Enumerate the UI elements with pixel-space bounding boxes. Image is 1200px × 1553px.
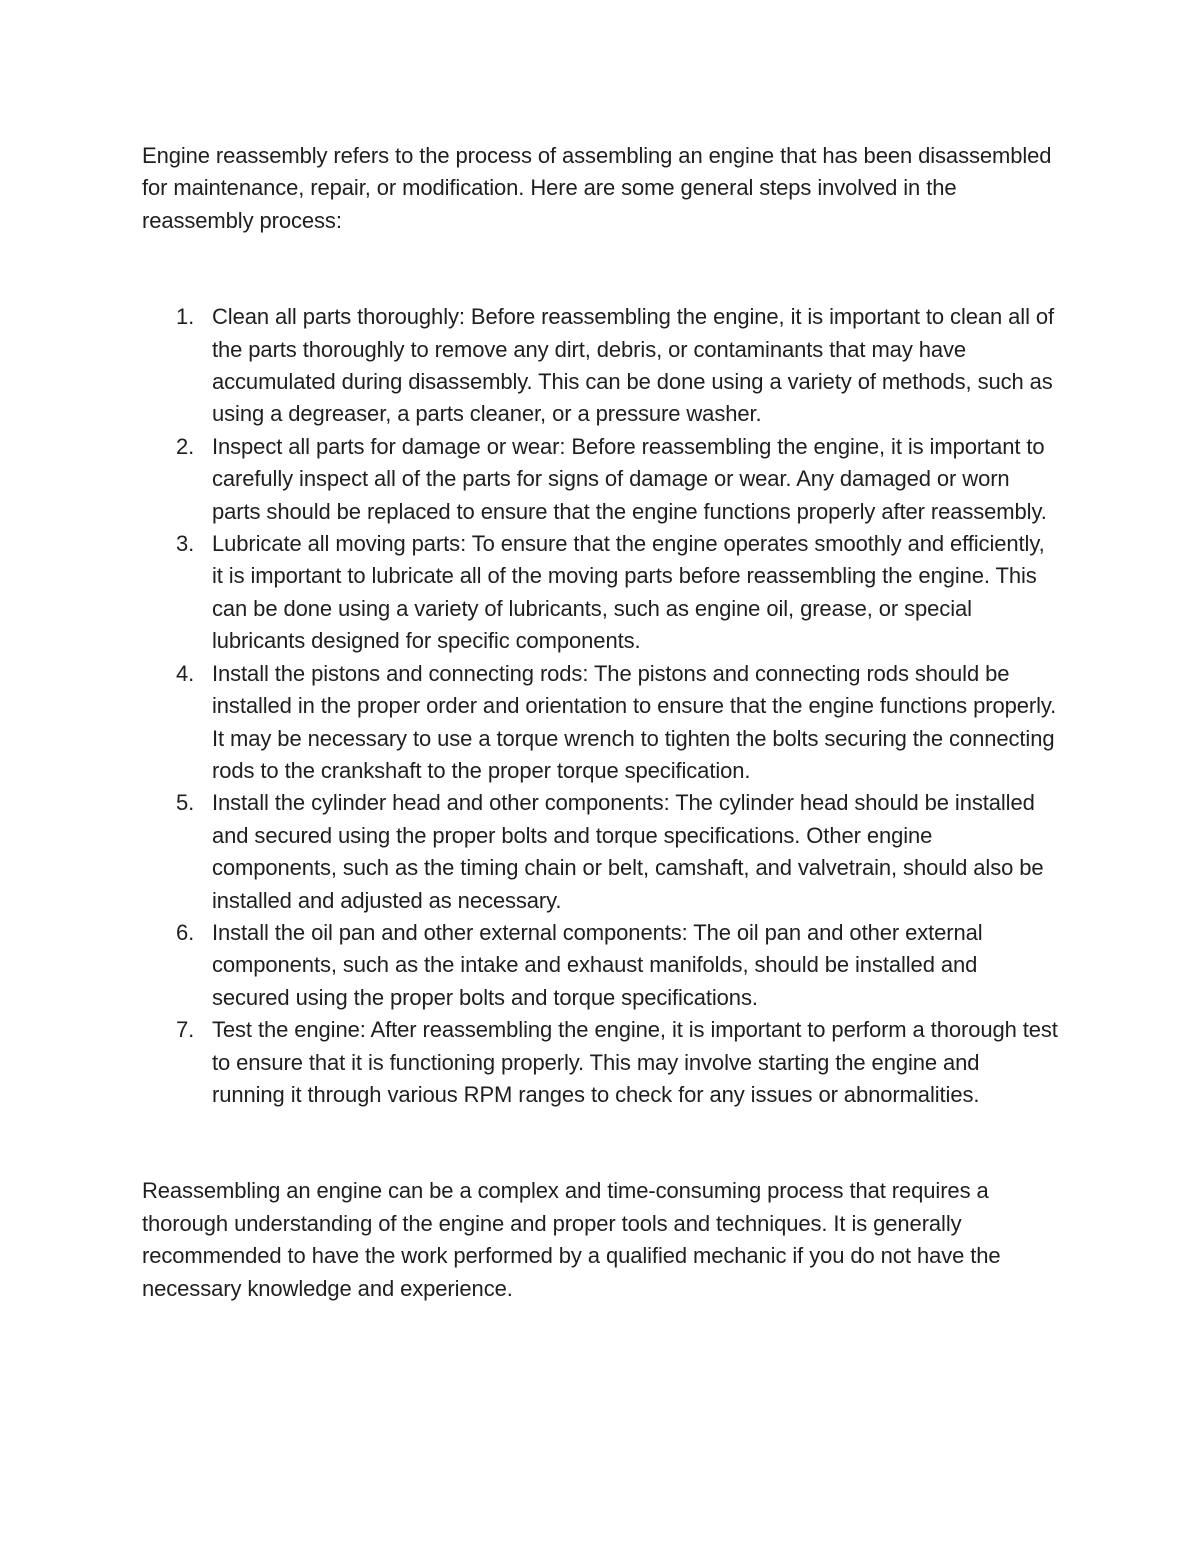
conclusion-paragraph: Reassembling an engine can be a complex and time-consuming process that requires a thorough understanding of the engine and proper tools and techniques. It is generally recommended to have the work performed by a qualified mechanic if you do not have the necessary knowledge and experience. (142, 1178, 1001, 1301)
list-item (142, 658, 1058, 788)
list-item-number: 4. (176, 660, 195, 686)
document-body (142, 140, 1058, 1305)
list-item-text: Test the engine: After reassembling the engine, it is important to perform a thorough test to ensure that it is functioning properly. This may involve starting the engine and running it through various RPM ranges to check for any issues or abnormalities. (212, 1017, 1058, 1107)
list-item-number: 7. (176, 1017, 195, 1043)
list-item-number: 1. (176, 304, 195, 330)
list-item-number: 3. (176, 531, 195, 557)
list-item (142, 1014, 1058, 1111)
list-item-text: Install the cylinder head and other components: The cylinder head should be installed and secured using the proper bolts and torque specifications. Other engine components, such as the timing chain or belt, camshaft, and valvetrain, should also be installed and adjusted as necessary. (212, 790, 1044, 913)
list-item-text: Clean all parts thoroughly: Before reassembling the engine, it is important to clean all of the parts thoroughly to remove any dirt, debris, or contaminants that may have accumulated during disassembly. This can be done using a variety of methods, such as using a degreaser, a parts cleaner, or a pressure washer. (212, 304, 1055, 427)
list-item-text: Lubricate all moving parts: To ensure that the engine operates smoothly and efficiently, it is important to lubricate all of the moving parts before reassembling the engine. This can be done using a variety of lubricants, such as engine oil, grease, or special lubricants designed for specific components. (212, 531, 1045, 654)
list-item-text: Install the oil pan and other external components: The oil pan and other external components, such as the intake and exhaust manifolds, should be installed and secured using the proper bolts and torque specifications. (212, 919, 983, 1010)
list-item-number: 5. (176, 790, 195, 816)
list-item (142, 787, 1058, 917)
list-item-text: Inspect all parts for damage or wear: Before reassembling the engine, it is important to carefully inspect all of the parts for signs of damage or wear. Any damaged or worn parts should be replaced to ensure that the engine functions properly after reassembly. (212, 433, 1047, 524)
list-item (142, 301, 1058, 431)
intro-paragraph: Engine reassembly refers to the process of assembling an engine that has been disassembled for maintenance, repair, or modification. Here are some general steps involved in the reassembly process: (142, 143, 1052, 233)
list-item-text: Install the pistons and connecting rods: The pistons and connecting rods should be installed in the proper order and orientation to ensure that the engine functions properly. It may be necessary to use a torque wrench to tighten the bolts securing the connecting rods to the crankshaft to the proper torque specification. (212, 660, 1057, 783)
steps-list (142, 301, 1058, 1111)
list-item-number: 6. (176, 919, 195, 945)
list-item-number: 2. (176, 433, 195, 459)
list-item (142, 917, 1058, 1014)
list-item (142, 431, 1058, 528)
list-item (142, 528, 1058, 658)
